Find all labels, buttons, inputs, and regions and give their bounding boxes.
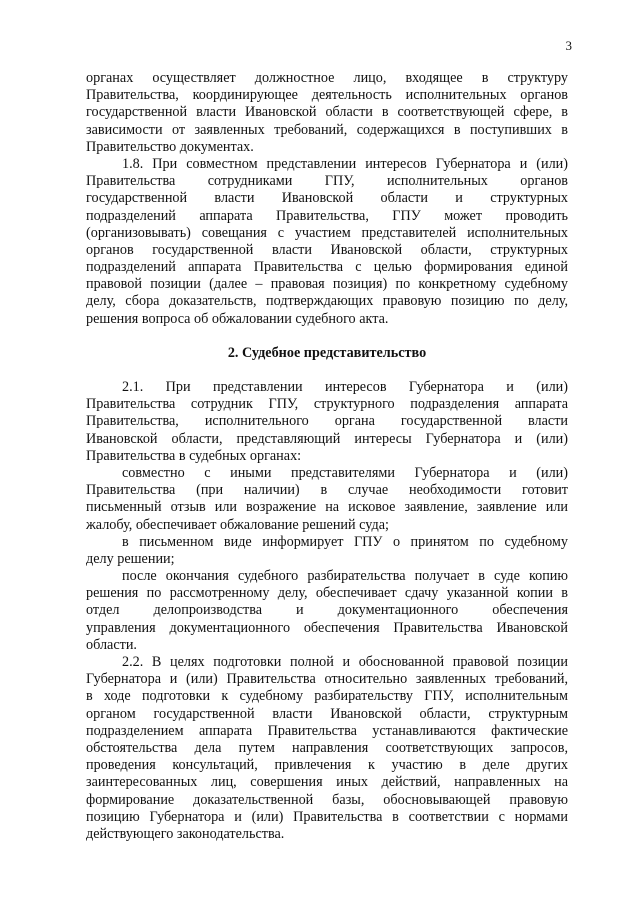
section-2-body (86, 379, 568, 843)
section-heading: 2. Судебное представительство (227, 344, 427, 361)
text-line: Правительства (при наличии) в случае необходимости готовит (86, 482, 568, 499)
text-line: делу решении; (86, 550, 175, 567)
text-line: 1.8. При совместном представлении интересов Губернатора и (или) (122, 155, 568, 172)
text-line: позицию Губернатора и (или) Правительства в соответствии с нормами (86, 808, 568, 825)
text-line: государственной власти Ивановской области в соответствующей сфере, в (86, 104, 568, 121)
text-line: подразделений аппарата Правительства, ГПУ может проводить (86, 207, 568, 224)
text-line: в ходе подготовки к судебному разбирательству ГПУ, исполнительным (86, 688, 568, 705)
text-line: делу, сбора доказательств, подтверждающих правовую позицию по делу, (86, 293, 568, 310)
text-line: органах осуществляет должностное лицо, входящее в структуру (86, 70, 568, 86)
text-line: Правительства, координирующее деятельность исполнительных органов (86, 87, 568, 104)
page-number: 3 (565, 38, 572, 53)
text-line: после окончания судебного разбирательства получает в суде копию (122, 568, 568, 585)
text-line: государственной власти Ивановской области и структурных (86, 190, 568, 207)
text-line: 2.1. При представлении интересов Губернатора и (или) (122, 379, 568, 396)
text-line: правовой позиции (далее – правовая позиция) по конкретному судебному (86, 276, 568, 293)
text-line: Правительство документах. (86, 138, 254, 155)
text-line: проведения консультаций, привлечения к участию в деле других (86, 757, 568, 774)
text-line: Правительства, исполнительного органа государственной власти (86, 413, 568, 430)
text-line: Правительства сотрудник ГПУ, структурного подразделения аппарата (86, 396, 568, 413)
text-line: Правительства в судебных органах: (86, 447, 302, 464)
text-line: формирование доказательственной базы, обосновывающей правовую (86, 791, 568, 808)
section-1-continuation (86, 70, 568, 328)
text-line: заинтересованных лиц, совершения иных действий, направленных на (86, 774, 568, 791)
text-line: совместно с иными представителями Губернатора и (или) (122, 464, 568, 481)
text-line: Губернатора и (или) Правительства относительно заявленных требований, (86, 671, 568, 688)
document-body (86, 70, 568, 843)
text-line: Ивановской области, представляющий интересы Губернатора и (или) (86, 430, 568, 447)
text-line: отдел делопроизводства и документационного обеспечения (86, 602, 568, 619)
text-line: 2.2. В целях подготовки полной и обоснованной правовой позиции (122, 654, 568, 671)
text-line: (организовывать) совещания с участием представителей исполнительных (86, 224, 568, 241)
text-line: органом государственной власти Ивановской области, структурным (86, 705, 568, 722)
text-line: подразделением аппарата Правительства устанавливаются фактические (86, 722, 568, 739)
text-line: подразделений аппарата Правительства с целью формирования единой (86, 259, 568, 276)
text-line: в письменном виде информирует ГПУ о принятом по судебному (122, 533, 568, 550)
text-line: жалобу, обеспечивает обжалование решений суда; (86, 516, 389, 533)
text-line: управления документационного обеспечения Правительства Ивановской (86, 619, 568, 636)
text-line: решения вопроса об обжаловании судебного акта. (86, 310, 389, 327)
text-line: области. (86, 636, 137, 653)
text-line: зависимости от заявленных требований, содержащихся в поступивших в (86, 121, 568, 138)
text-line: решения по рассмотренному делу, обеспечивает сдачу указанной копии в (86, 585, 568, 602)
text-line: действующего законодательства. (86, 825, 285, 842)
text-line: обстоятельства дела путем направления соответствующих запросов, (86, 739, 568, 756)
text-line: письменный отзыв или возражение на исковое заявление, заявление или (86, 499, 568, 516)
text-line: органов государственной власти Ивановской области, структурных (86, 241, 568, 258)
text-line: Правительства сотрудниками ГПУ, исполнительных органов (86, 173, 568, 190)
